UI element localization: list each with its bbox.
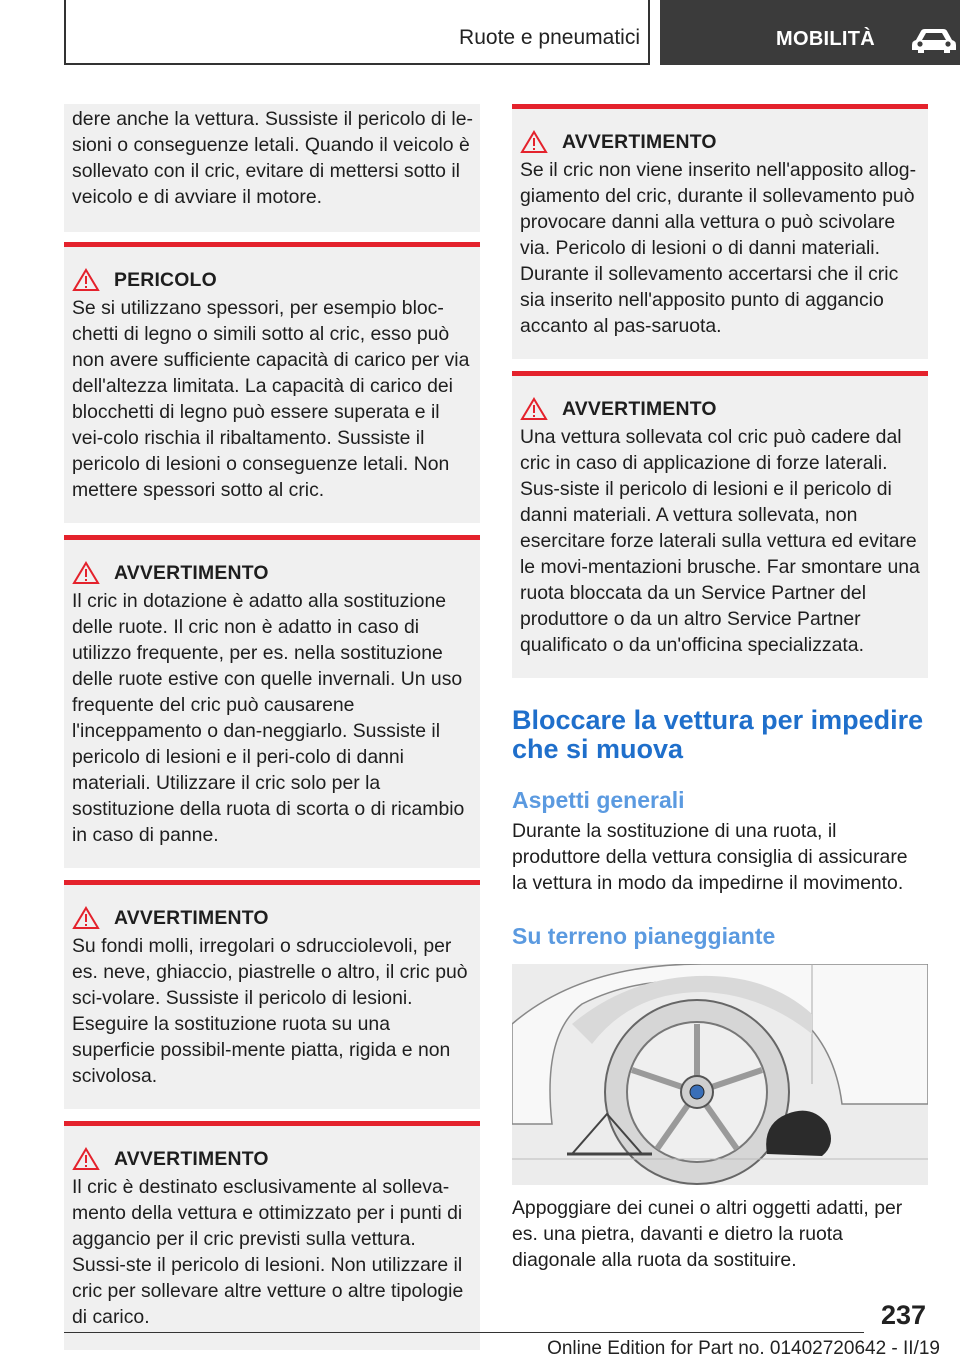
header-bottom-rule <box>64 63 650 65</box>
warning-triangle-icon <box>72 1147 100 1171</box>
danger-text: Se si utilizzano spessori, per esempio bloc-chetti di legno o simili sotto al cric, esso può non avere sufficiente capacità di carico per via dell'altezza limitata. La capacità di carico dei blocchetti di legno può essere superata e il vei-colo rischia il ribaltamento. Sussiste il pericolo di lesioni o conseguenze letali. Non mettere spessori sotto al cric. <box>72 297 470 501</box>
header-left-rule <box>64 0 66 64</box>
warning-title-text: AVVERTIMENTO <box>562 398 717 420</box>
continued-warning-box <box>64 104 480 232</box>
warning-triangle-icon <box>72 561 100 585</box>
warning-text: Una vettura sollevata col cric può cadere dal cric in caso di applicazione di forze laterali. Sus-siste il pericolo di lesioni e il pericolo di danni materiali. A vettura sollevata, non esercitare forze laterali sulla vettura ed evitare le movi-mentazioni brusche. Far smontare una ruota bloccata da un Service Partner del produttore o da un altro Service Partner qualificato o da un'officina specializzata. <box>520 426 920 656</box>
car-icon <box>910 25 958 55</box>
continuation-text: dere anche la vettura. Sussiste il pericolo di le-sioni o conseguenze letali. Quando il veicolo è sollevato con il cric, evitare di mettersi sotto il veicolo e di avviare il motore. <box>72 108 473 208</box>
warning-text: Se il cric non viene inserito nell'apposito allog-giamento del cric, durante il sollevamento può provocare danni alla vettura o può scivolare via. Pericolo di lesioni o di danni materiali. Durante il sollevamento accertarsi che il cric sia inserito nell'apposito punto di aggancio accanto al pas-saruota. <box>520 159 917 337</box>
subheading-flat-ground: Su terreno pianeggiante <box>512 923 776 949</box>
warning-box <box>512 371 928 678</box>
subheading-general: Aspetti generali <box>512 787 685 813</box>
warning-title <box>520 129 922 155</box>
warning-triangle-icon <box>72 906 100 930</box>
page-number: 237 <box>880 1300 926 1330</box>
chapter-tab-label: MOBILITÀ <box>776 28 876 50</box>
section-heading: Bloccare la vettura per impedire che si muova <box>512 705 924 764</box>
chapter-tab[interactable] <box>660 0 960 65</box>
header-divider <box>648 0 650 64</box>
illustration-caption: Appoggiare dei cunei o altri oggetti adatti, per es. una pietra, davanti e dietro la ruota diagonale alla ruota da sostituire. <box>512 1197 903 1271</box>
warning-text: Il cric in dotazione è adatto alla sostituzione delle ruote. Il cric non è adatto in caso di utilizzo frequente, per es. nella sostituzione delle ruote estive con quelle invernali. Un uso frequente del cric può causarene l'inceppamento o dan-neggiarlo. Sussiste il pericolo di lesioni e il peri-colo di danni materiali. Utilizzare il cric solo per la sostituzione della ruota di scorta o di ricambio in caso di panne. <box>72 590 465 846</box>
wheel-illustration-graphic <box>512 964 928 1185</box>
warning-box <box>64 880 480 1109</box>
warning-text: Il cric è destinato esclusivamente al solleva-mento della vettura e ottimizzato per i punti di aggancio per il cric previsti sulla vettura. Sussi-ste il pericolo di lesioni. Non utilizzare il cric per sollevare altre vetture o altre tipologie di carico. <box>72 1176 464 1328</box>
danger-title-text: PERICOLO <box>114 269 217 291</box>
warning-box <box>64 535 480 868</box>
warning-triangle-icon <box>520 397 548 421</box>
section-title: Ruote e pneumatici <box>459 26 640 49</box>
wheel-chock-illustration <box>512 964 928 1185</box>
warning-title <box>72 1146 474 1172</box>
warning-title <box>520 396 922 422</box>
general-text: Durante la sostituzione di una ruota, il produttore della vettura consiglia di assicurare la vettura in modo da impedirne il movimento. <box>512 820 908 894</box>
warning-triangle-icon <box>72 268 100 292</box>
warning-title-text: AVVERTIMENTO <box>114 907 269 929</box>
warning-title <box>72 905 474 931</box>
warning-box <box>64 1121 480 1350</box>
danger-title <box>72 267 474 293</box>
left-column <box>64 104 480 1350</box>
warning-title-text: AVVERTIMENTO <box>562 131 717 153</box>
danger-box <box>64 242 480 523</box>
right-column <box>512 104 928 1273</box>
warning-title-text: AVVERTIMENTO <box>114 1148 269 1170</box>
warning-title <box>72 560 474 586</box>
warning-box <box>512 104 928 359</box>
warning-text: Su fondi molli, irregolari o sdrucciolevoli, per es. neve, ghiaccio, piastrelle o altro, il cric può sci-volare. Sussiste il pericolo di lesioni. Eseguire la sostituzione ruota su una superficie possibil-mente piatta, rigida e non scivolosa. <box>72 935 468 1087</box>
warning-title-text: AVVERTIMENTO <box>114 562 269 584</box>
warning-triangle-icon <box>520 130 548 154</box>
footer-rule <box>64 1332 864 1333</box>
edition-footer: Online Edition for Part no. 01402720642 - II/19 <box>547 1338 940 1359</box>
